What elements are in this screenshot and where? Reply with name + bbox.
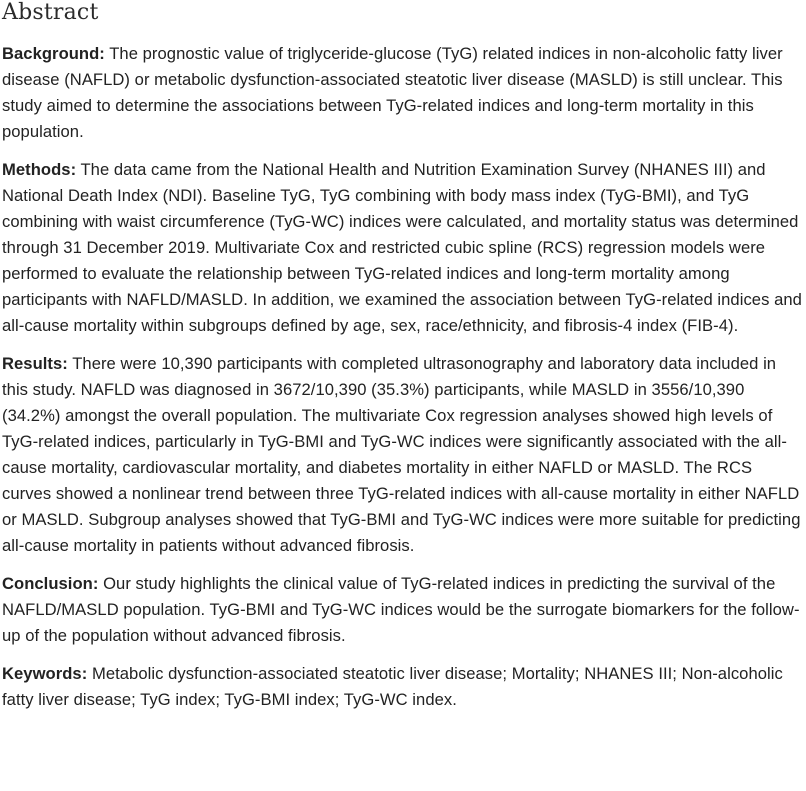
results-label: Results: — [2, 354, 68, 373]
results-text: There were 10,390 participants with completed ultrasonography and laboratory data included in this study. NAFLD was diagnosed in 3672/10,390 (35.3%) participants, while MASLD in 3556/10,390 (34.2%) amongst the overall population. The multivariate Cox regression analyses showed high levels of TyG-related indices, particularly in TyG-BMI and TyG-WC indices were significantly associated with the all-cause mortality, cardiovascular mortality, and diabetes mortality in either NAFLD or MASLD. The RCS curves showed a nonlinear trend between three TyG-related indices with all-cause mortality in either NAFLD or MASLD. Subgroup analyses showed that TyG-BMI and TyG-WC indices were more suitable for predicting all-cause mortality in patients without advanced fibrosis. — [2, 354, 801, 555]
conclusion-paragraph — [2, 571, 803, 649]
methods-text: The data came from the National Health and Nutrition Examination Survey (NHANES III) and National Death Index (NDI). Baseline TyG, TyG combining with body mass index (TyG-BMI), and TyG combining with waist circumference (TyG-WC) indices were calculated, and mortality status was determined through 31 December 2019. Multivariate Cox and restricted cubic spline (RCS) regression models were performed to evaluate the relationship between TyG-related indices and long-term mortality among participants with NAFLD/MASLD. In addition, we examined the association between TyG-related indices and all-cause mortality within subgroups defined by age, sex, race/ethnicity, and fibrosis-4 index (FIB-4). — [2, 160, 802, 335]
keywords-text: Metabolic dysfunction-associated steatotic liver disease; Mortality; NHANES III; Non-alcoholic fatty liver disease; TyG index; TyG-BMI index; TyG-WC index. — [2, 664, 783, 709]
results-paragraph — [2, 351, 803, 559]
background-label: Background: — [2, 44, 105, 63]
background-paragraph — [2, 41, 803, 145]
keywords-paragraph — [2, 661, 803, 713]
abstract-heading: Abstract — [2, 0, 99, 25]
background-text: The prognostic value of triglyceride-glucose (TyG) related indices in non-alcoholic fatty liver disease (NAFLD) or metabolic dysfunction-associated steatotic liver disease (MASLD) is still unclear. This study aimed to determine the associations between TyG-related indices and long-term mortality in this population. — [2, 44, 783, 141]
keywords-label: Keywords: — [2, 664, 88, 683]
conclusion-text: Our study highlights the clinical value of TyG-related indices in predicting the survival of the NAFLD/MASLD population. TyG-BMI and TyG-WC indices would be the surrogate biomarkers for the follow-up of the population without advanced fibrosis. — [2, 574, 800, 645]
methods-label: Methods: — [2, 160, 77, 179]
methods-paragraph — [2, 157, 803, 339]
conclusion-label: Conclusion: — [2, 574, 99, 593]
